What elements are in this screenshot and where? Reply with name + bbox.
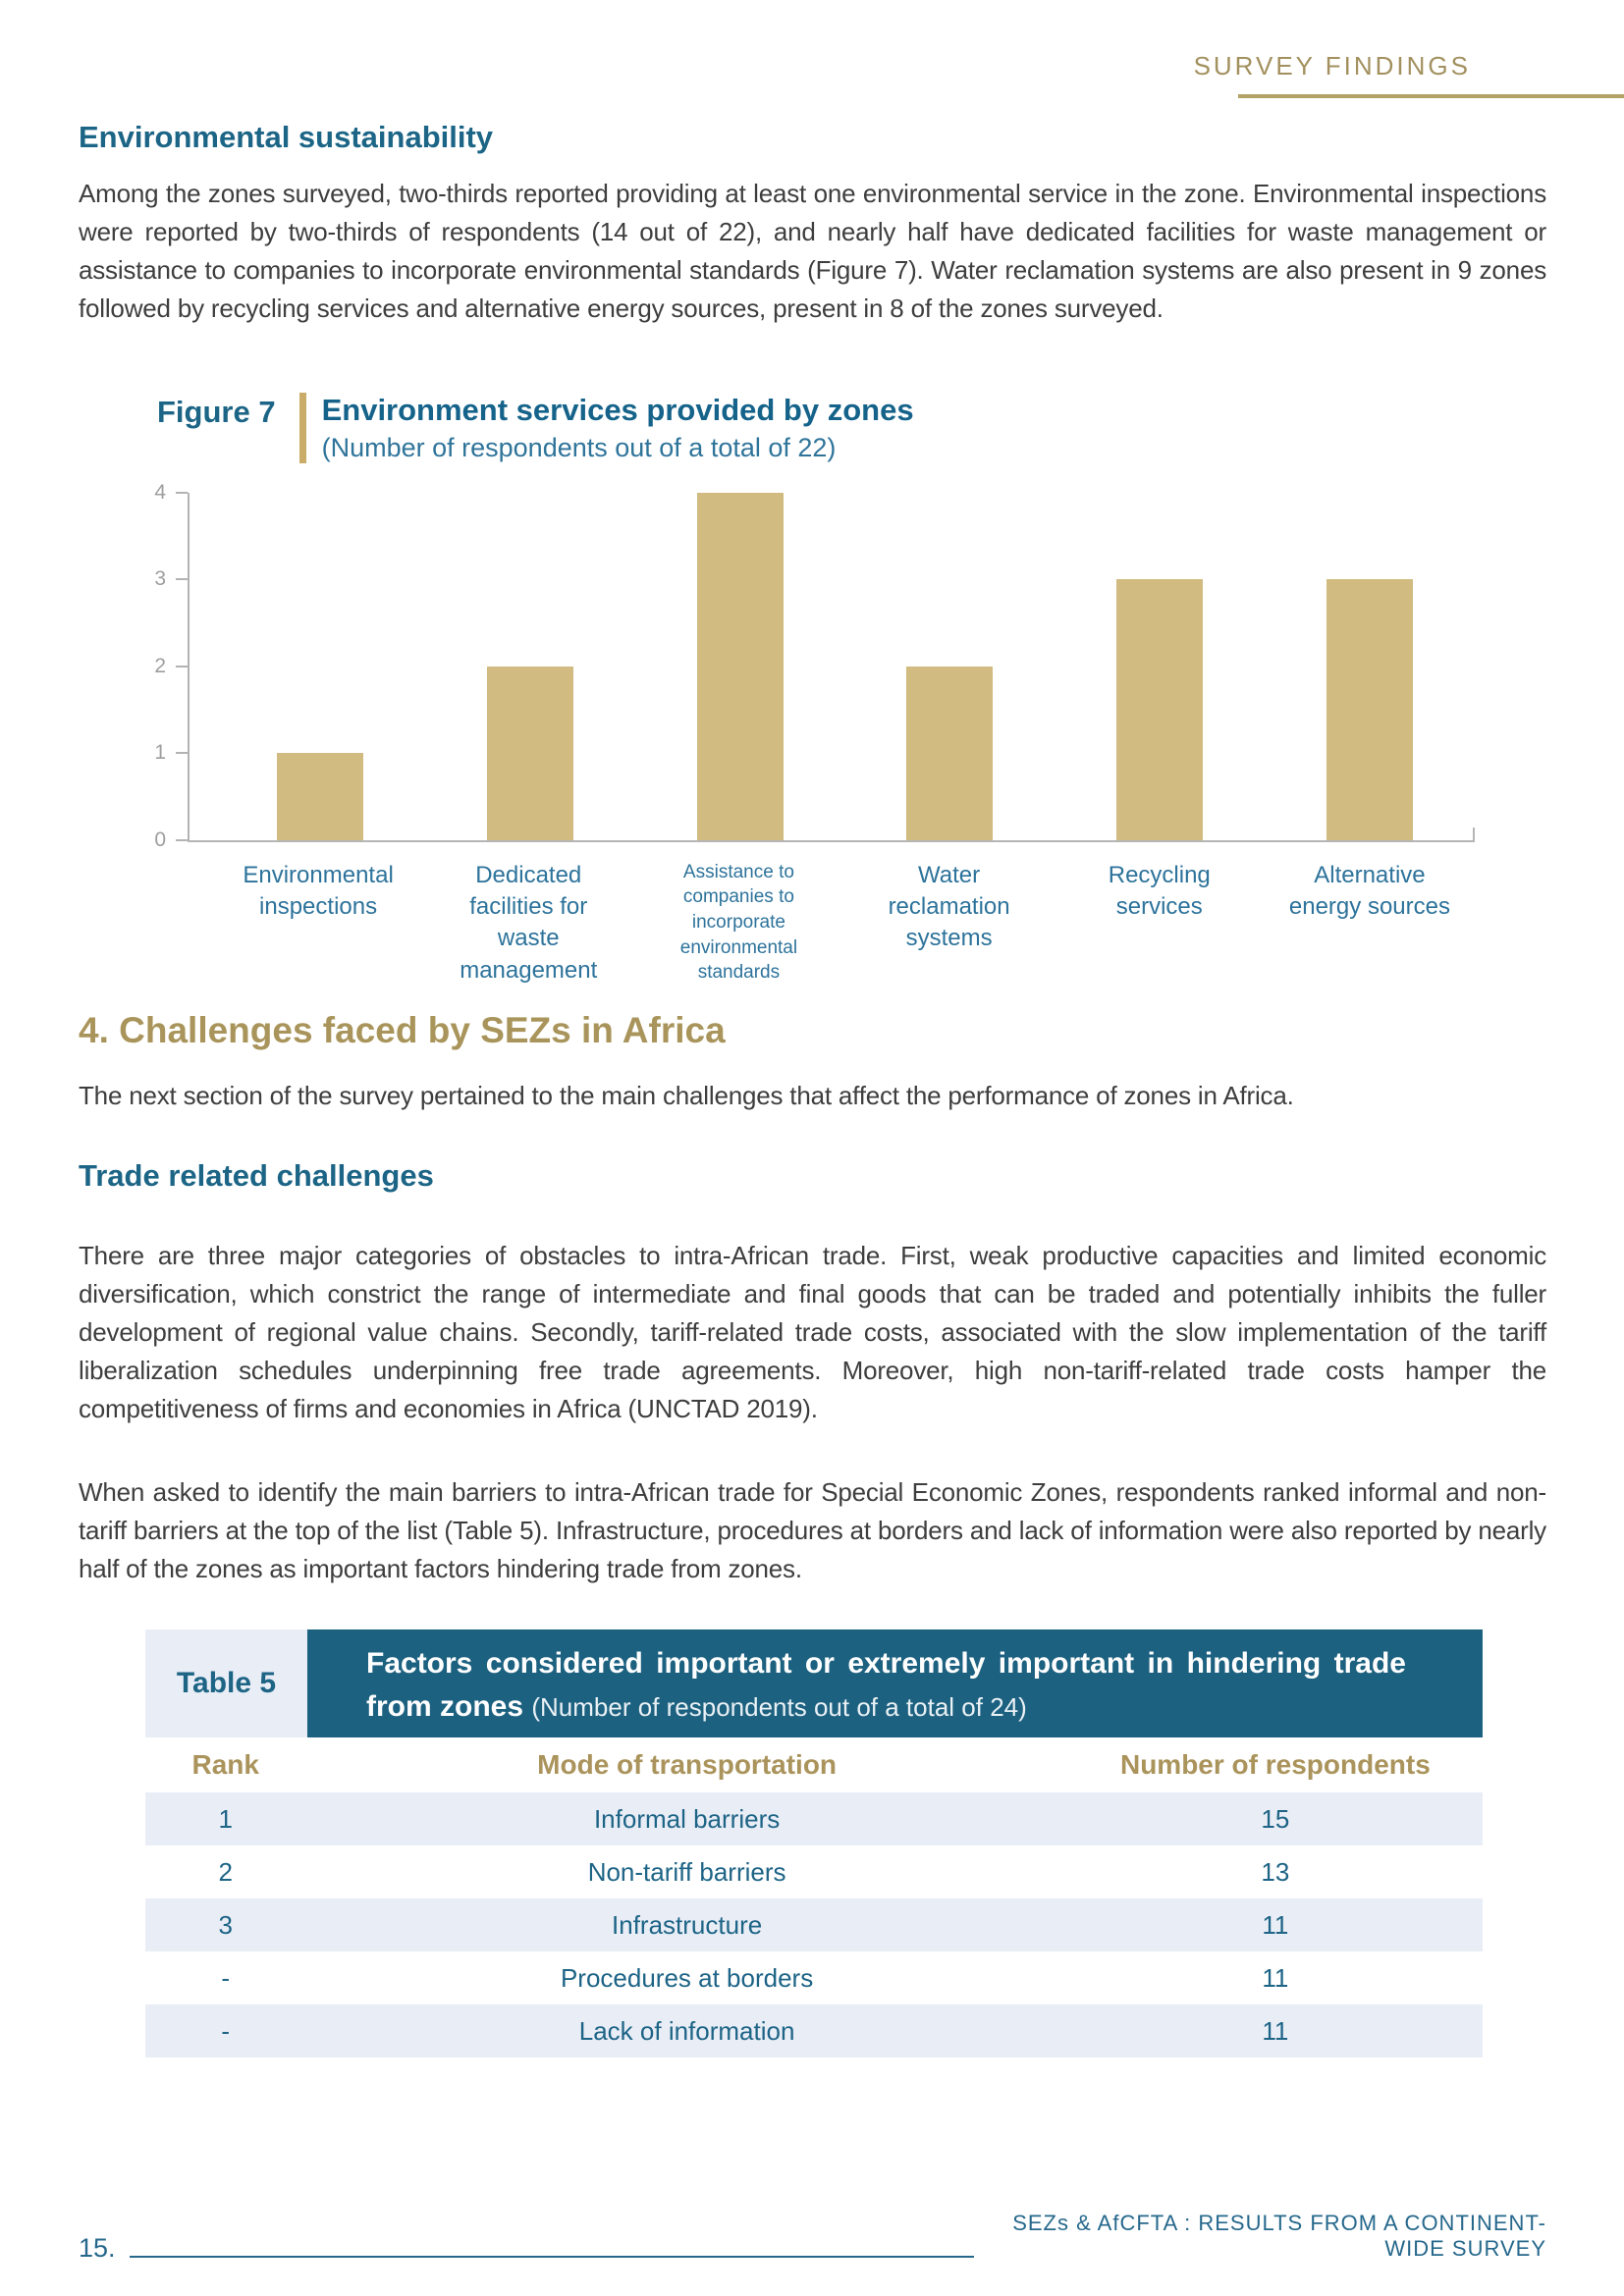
y-tick <box>176 578 188 580</box>
respondents-cell: 11 <box>1262 1909 1289 1940</box>
chart-bar <box>487 667 573 840</box>
figure7-title-block <box>322 393 914 463</box>
mode-cell: Non-tariff barriers <box>587 1856 786 1887</box>
challenges-section-heading: 4. Challenges faced by SEZs in Africa <box>79 1010 726 1051</box>
figure7-subtitle: (Number of respondents out of a total of 22) <box>321 432 837 462</box>
x-axis-label: Recycling services <box>1108 861 1211 920</box>
mode-cell: Lack of information <box>578 2015 795 2046</box>
table-row <box>145 2004 1483 2057</box>
x-axis-label: Alternative energy sources <box>1288 861 1450 920</box>
chart-bars <box>189 493 1475 840</box>
y-tick <box>176 666 188 667</box>
figure7-divider <box>299 393 306 463</box>
table-5-label: Table 5 <box>145 1629 307 1737</box>
respondents-cell: 11 <box>1262 1962 1289 1993</box>
trade-paragraph-1: There are three major categories of obstacles to intra-African trade. First, weak productive capacities and limited economic diversification, which constrict the range of intermediate and final goods that can be traded and potentially inhibits the fuller development of regional value chains. Secondly, tariff-related trade costs, associated with the slow implementation of the tariff liberalization schedules underpinning free trade agreements. Moreover, high non-tariff-related trade costs hamper the competitiveness of firms and economies in Africa (UNCTAD 2019). <box>79 1241 1546 1424</box>
figure7-label: Figure 7 <box>157 395 276 429</box>
y-tick-label: 0 <box>154 828 166 851</box>
x-axis-label: Water reclamation systems <box>888 861 1010 952</box>
env-section-heading: Environmental sustainability <box>79 120 494 154</box>
chart-bar <box>1116 579 1203 840</box>
mode-cell: Informal barriers <box>593 1803 781 1834</box>
table-row <box>145 1792 1483 1845</box>
y-tick <box>176 752 188 754</box>
y-tick-label: 4 <box>154 480 166 504</box>
page-number: 15. <box>79 2233 116 2263</box>
column-header-mode: Mode of transportation <box>537 1749 838 1781</box>
chart-bar <box>906 667 993 840</box>
table-5 <box>145 1629 1483 2057</box>
rank-cell: 1 <box>218 1803 233 1834</box>
bar-chart <box>154 480 1475 988</box>
table-5-title: Factors considered important or extremely important in hindering trade from zones (Number of respondents out of a total of 24) <box>366 1647 1406 1723</box>
rank-cell: 2 <box>218 1856 233 1887</box>
header-label: SURVEY FINDINGS <box>1193 51 1471 80</box>
respondents-cell: 11 <box>1262 2015 1289 2046</box>
rank-cell: - <box>221 2015 231 2046</box>
chart-plot-area <box>154 480 1475 851</box>
page-footer <box>79 2211 1546 2264</box>
footer-rule <box>130 2256 974 2258</box>
page-header <box>79 51 1546 86</box>
table-row <box>145 1951 1483 2004</box>
chart-bar <box>1326 579 1413 840</box>
figure7-header <box>157 393 1546 463</box>
table-5-title-cell <box>307 1629 1483 1737</box>
env-paragraph: Among the zones surveyed, two-thirds reported providing at least one environmental service in the zone. Environmental inspections were reported by two-thirds of respondents (14 out of 22), and nearly half have dedicated facilities for waste management or assistance to companies to incorporate environmental standards (Figure 7). Water reclamation systems are also present in 9 zones followed by recycling services and alternative energy sources, present in 8 of the zones surveyed. <box>79 179 1546 323</box>
table-5-note: (Number of respondents out of a total of 24) <box>531 1691 1027 1722</box>
column-header-rank: Rank <box>191 1749 259 1781</box>
rank-cell: - <box>221 1962 231 1993</box>
table-5-header <box>145 1629 1483 1737</box>
chart-x-labels <box>188 860 1475 988</box>
table-row <box>145 1898 1483 1951</box>
challenges-paragraph: The next section of the survey pertained to the main challenges that affect the performance of zones in Africa. <box>79 1081 1294 1111</box>
mode-cell: Procedures at borders <box>560 1962 814 1993</box>
x-axis-label: Assistance to companies to incorporate environmental standards <box>679 861 798 984</box>
respondents-cell: 13 <box>1261 1856 1290 1887</box>
figure7-title: Environment services provided by zones <box>321 393 914 427</box>
respondents-cell: 15 <box>1261 1803 1290 1834</box>
x-axis-label: Environmental inspections <box>243 861 394 920</box>
y-tick <box>176 492 188 494</box>
mode-cell: Infrastructure <box>612 1909 763 1940</box>
y-tick-label: 3 <box>154 567 166 591</box>
trade-paragraph-2: When asked to identify the main barriers to intra-African trade for Special Economic Zones, respondents ranked informal and non-tariff barriers at the top of the list (Table 5). Infrastructure, procedures at borders and lack of information were also reported by nearly half of the zones as important factors hindering trade from zones. <box>79 1477 1546 1584</box>
footer-text: SEZs & AfCFTA : RESULTS FROM A CONTINENT-WIDE SURVEY <box>1012 2211 1546 2261</box>
x-axis-label: Dedicated facilities for waste management <box>460 861 598 984</box>
chart-bar <box>277 753 363 840</box>
table-5-column-headers <box>145 1737 1483 1792</box>
trade-section-heading: Trade related challenges <box>79 1158 434 1194</box>
header-gold-rule <box>1238 94 1624 98</box>
rank-cell: 3 <box>218 1909 233 1940</box>
chart-bar <box>697 493 784 840</box>
column-header-respondents: Number of respondents <box>1119 1749 1431 1781</box>
table-row <box>145 1845 1483 1898</box>
y-tick <box>176 839 188 841</box>
y-tick-label: 2 <box>154 654 166 677</box>
y-tick-label: 1 <box>154 741 166 765</box>
